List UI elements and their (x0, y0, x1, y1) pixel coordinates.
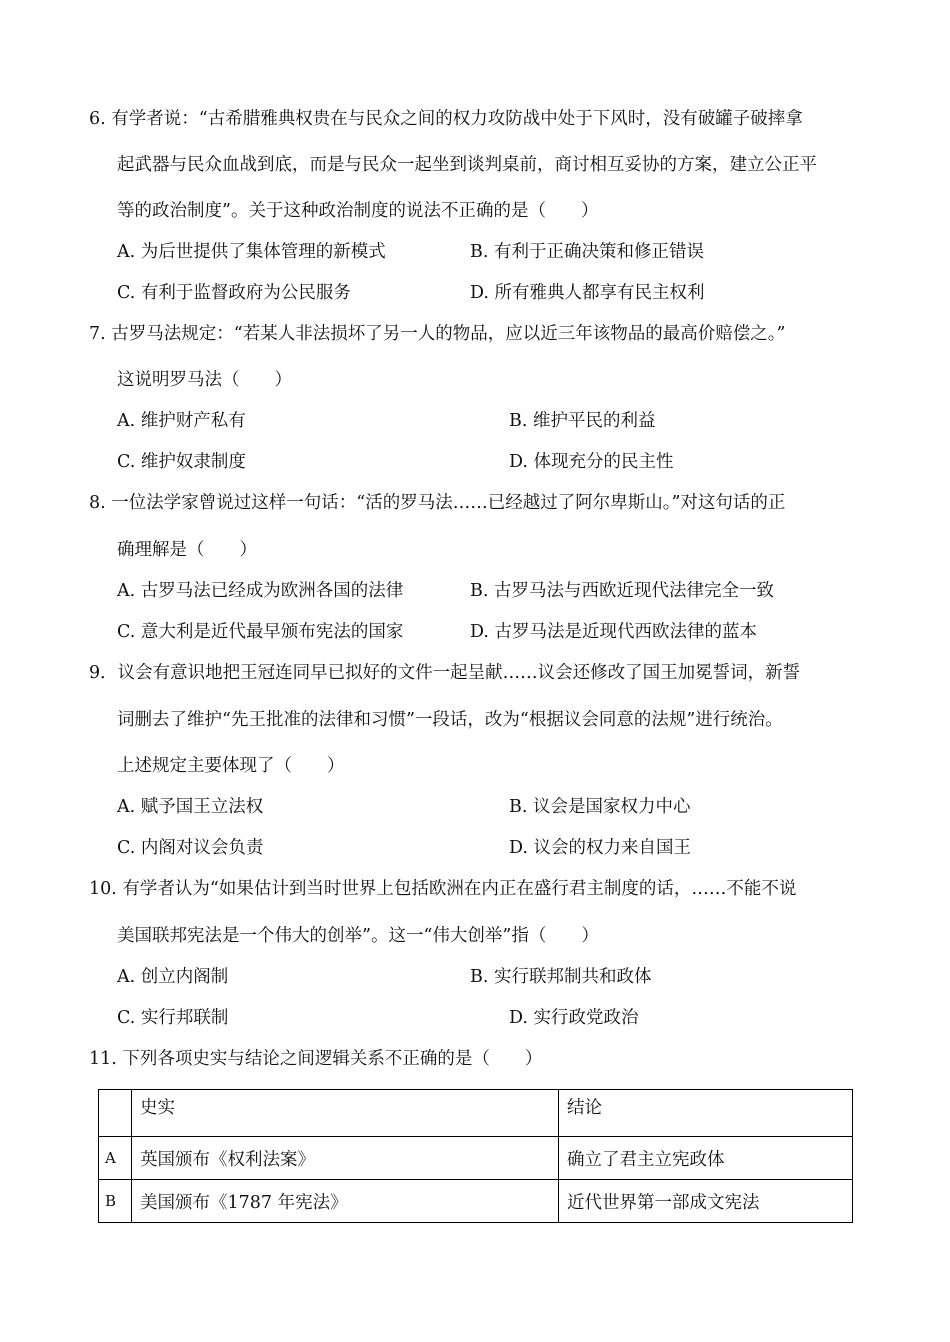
q10-stem-line-1: 10. 有学者认为“如果估计到当时世界上包括欧洲在内正在盛行君主制度的话，……不能不说 (89, 879, 797, 899)
q9-option-c: C. 内阁对议会负责 (117, 838, 264, 858)
q9-stem-line-1: 9．议会有意识地把王冠连同早已拟好的文件一起呈献……议会还修改了国王加冕誓词，新誓 (89, 663, 801, 683)
q6-stem-line-1: 6. 有学者说：“古希腊雅典权贵在与民众之间的权力攻防战中处于下风时，没有破罐子破摔拿 (89, 109, 803, 129)
q9-stem-line-2: 词删去了维护“先王批准的法律和习惯”一段话，改为“根据议会同意的法规”进行统治。 (117, 710, 783, 730)
q6-option-b: B. 有利于正确决策和修正错误 (470, 242, 704, 262)
table-cell: A (99, 1137, 132, 1180)
q8-option-c: C. 意大利是近代最早颁布宪法的国家 (117, 622, 404, 642)
q9-stem-line-3: 上述规定主要体现了（ ） (117, 756, 345, 776)
q8-option-a: A. 古罗马法已经成为欧洲各国的法律 (117, 581, 404, 601)
q7-option-d: D. 体现充分的民主性 (509, 452, 674, 472)
q7-option-a: A. 维护财产私有 (117, 411, 246, 431)
table-row (99, 1180, 853, 1223)
q10-option-d: D. 实行政党政治 (509, 1008, 639, 1028)
table-header-cell: 结论 (559, 1090, 853, 1137)
q7-option-c: C. 维护奴隶制度 (117, 452, 246, 472)
table-cell: 英国颁布《权利法案》 (132, 1137, 559, 1180)
table-cell: 美国颁布《1787 年宪法》 (132, 1180, 559, 1223)
q10-option-c: C. 实行邦联制 (117, 1008, 229, 1028)
q9-option-d: D. 议会的权力来自国王 (509, 838, 692, 858)
q8-option-b: B. 古罗马法与西欧近现代法律完全一致 (470, 581, 774, 601)
q10-option-a: A. 创立内阁制 (117, 967, 229, 987)
q7-stem-line-1: 7. 古罗马法规定：“若某人非法损坏了另一人的物品，应以近三年该物品的最高价赔偿之。” (89, 324, 786, 344)
q8-option-d: D. 古罗马法是近现代西欧法律的蓝本 (470, 622, 758, 642)
table-header-cell (99, 1090, 132, 1137)
q6-option-d: D. 所有雅典人都享有民主权利 (470, 283, 705, 303)
q6-stem-line-2: 起武器与民众血战到底，而是与民众一起坐到谈判桌前，商讨相互妥协的方案，建立公正平 (117, 155, 817, 175)
table-cell: 确立了君主立宪政体 (559, 1137, 853, 1180)
q11-table (98, 1089, 853, 1223)
q9-option-a: A. 赋予国王立法权 (117, 797, 264, 817)
q7-option-b: B. 维护平民的利益 (509, 411, 656, 431)
table-cell: B (99, 1180, 132, 1223)
q6-option-a: A. 为后世提供了集体管理的新模式 (117, 242, 386, 262)
q11-stem-line-1: 11. 下列各项史实与结论之间逻辑关系不正确的是（ ） (89, 1049, 543, 1069)
q8-stem-line-2: 确理解是（ ） (117, 540, 257, 560)
table-header-cell: 史实 (132, 1090, 559, 1137)
q7-stem-line-2: 这说明罗马法（ ） (117, 370, 292, 390)
q6-option-c: C. 有利于监督政府为公民服务 (117, 283, 351, 303)
q9-option-b: B. 议会是国家权力中心 (509, 797, 691, 817)
q6-stem-line-3: 等的政治制度”。关于这种政治制度的说法不正确的是（ ） (117, 201, 599, 221)
q10-option-b: B. 实行联邦制共和政体 (470, 967, 652, 987)
q8-stem-line-1: 8. 一位法学家曾说过这样一句话：“活的罗马法……已经越过了阿尔卑斯山。”对这句话的正 (89, 493, 786, 513)
table-cell: 近代世界第一部成文宪法 (559, 1180, 853, 1223)
table-header-row (99, 1090, 853, 1137)
table-row (99, 1137, 853, 1180)
q10-stem-line-2: 美国联邦宪法是一个伟大的创举”。这一“伟大创举”指（ ） (117, 926, 599, 946)
